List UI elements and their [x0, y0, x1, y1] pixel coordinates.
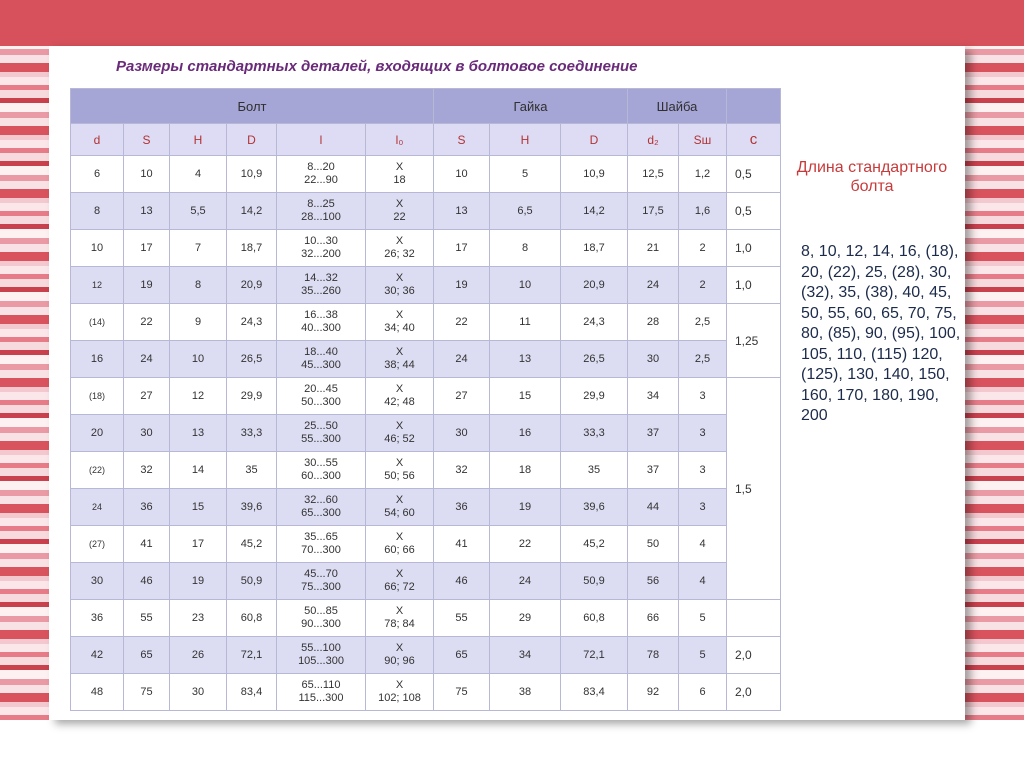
cell-c: 2,0: [727, 637, 781, 674]
cell-l-line2: 115...300: [298, 692, 344, 704]
cell-l-line2: 55...300: [301, 433, 341, 445]
cell-sw: 3: [679, 415, 727, 452]
table-row: [71, 156, 781, 193]
cell-l0-line1: X: [395, 198, 404, 210]
cell-d2: 24: [628, 267, 679, 304]
cell-d2: 34: [628, 378, 679, 415]
cell-sw: 1,2: [679, 156, 727, 193]
table-row: [71, 637, 781, 674]
cell-nut-s: 75: [434, 674, 490, 711]
cell-d-head: 24,3: [227, 304, 277, 341]
cell-h: 5,5: [170, 193, 227, 230]
cell-d: 12: [71, 267, 124, 304]
cell-nut-s: 30: [434, 415, 490, 452]
cell-nut-s: 24: [434, 341, 490, 378]
cell-d-head: 72,1: [227, 637, 277, 674]
cell-l0-line1: X: [395, 457, 404, 469]
cell-nut-d: 10,9: [561, 156, 628, 193]
group-header-empty: [727, 89, 781, 124]
cell-l: [277, 156, 366, 193]
table-row: [71, 341, 781, 378]
cell-sw: 2: [679, 230, 727, 267]
cell-h: 7: [170, 230, 227, 267]
cell-nut-s: 22: [434, 304, 490, 341]
cell-d: 48: [71, 674, 124, 711]
table-row: [71, 378, 781, 415]
cell-nut-s: 27: [434, 378, 490, 415]
cell-s: 41: [124, 526, 170, 563]
cell-l-line2: 90...300: [301, 618, 341, 630]
cell-d2: 30: [628, 341, 679, 378]
cell-l0-line2: 60; 66: [384, 544, 415, 556]
cell-s: 17: [124, 230, 170, 267]
col-header-nut-h: H: [490, 124, 561, 156]
cell-l0-line1: X: [395, 272, 404, 284]
cell-d2: 37: [628, 415, 679, 452]
cell-nut-s: 65: [434, 637, 490, 674]
cell-l-line1: 18...40: [304, 346, 338, 358]
cell-s: 32: [124, 452, 170, 489]
cell-nut-h: 5: [490, 156, 561, 193]
col-header-sw: Sш: [679, 124, 727, 156]
table-row: [71, 267, 781, 304]
col-header-h: H: [170, 124, 227, 156]
cell-l0: [366, 304, 434, 341]
table-row: [71, 304, 781, 341]
cell-d2: 44: [628, 489, 679, 526]
cell-s: 30: [124, 415, 170, 452]
cell-s: 65: [124, 637, 170, 674]
cell-d-head: 50,9: [227, 563, 277, 600]
table-row: [71, 415, 781, 452]
cell-d: 30: [71, 563, 124, 600]
table-row: [71, 193, 781, 230]
cell-s: 75: [124, 674, 170, 711]
cell-h: 15: [170, 489, 227, 526]
standard-bolt-length-title: Длина стандартного болта: [796, 159, 948, 195]
cell-l0: [366, 156, 434, 193]
cell-nut-d: 24,3: [561, 304, 628, 341]
cell-l-line1: 10...30: [304, 235, 338, 247]
cell-c: 0,5: [727, 156, 781, 193]
cell-l0: [366, 452, 434, 489]
cell-s: 55: [124, 600, 170, 637]
cell-h: 12: [170, 378, 227, 415]
cell-l0-line1: X: [395, 605, 404, 617]
cell-s: 27: [124, 378, 170, 415]
cell-l-line1: 8...20: [307, 161, 335, 173]
cell-l0-line1: X: [395, 568, 404, 580]
col-header-l0: l₀: [366, 124, 434, 156]
cell-d2: 92: [628, 674, 679, 711]
cell-d: (14): [71, 304, 124, 341]
cell-nut-d: 39,6: [561, 489, 628, 526]
cell-nut-s: 17: [434, 230, 490, 267]
cell-nut-h: 6,5: [490, 193, 561, 230]
cell-d-head: 33,3: [227, 415, 277, 452]
cell-d2: 37: [628, 452, 679, 489]
cell-d2: 28: [628, 304, 679, 341]
cell-h: 13: [170, 415, 227, 452]
cell-l0-line2: 50; 56: [384, 470, 415, 482]
cell-l-line2: 40...300: [301, 322, 341, 334]
cell-s: 19: [124, 267, 170, 304]
cell-l0-line2: 90; 96: [384, 655, 415, 667]
cell-l0-line1: X: [395, 235, 404, 247]
cell-l0: [366, 489, 434, 526]
cell-d2: 21: [628, 230, 679, 267]
cell-d: 10: [71, 230, 124, 267]
cell-nut-s: 32: [434, 452, 490, 489]
cell-l-line1: 8...25: [307, 198, 335, 210]
cell-nut-s: 41: [434, 526, 490, 563]
cell-nut-d: 50,9: [561, 563, 628, 600]
cell-l-line2: 70...300: [301, 544, 341, 556]
cell-l0-line2: 38; 44: [384, 359, 415, 371]
cell-l0-line1: X: [395, 309, 404, 321]
cell-l0-line2: 34; 40: [384, 322, 415, 334]
cell-d-head: 45,2: [227, 526, 277, 563]
cell-l0: [366, 230, 434, 267]
cell-l-line1: 65...110: [301, 679, 341, 691]
cell-h: 4: [170, 156, 227, 193]
col-header-nut-s: S: [434, 124, 490, 156]
cell-l-line1: 16...38: [304, 309, 338, 321]
cell-nut-s: 19: [434, 267, 490, 304]
cell-l: [277, 341, 366, 378]
cell-s: 22: [124, 304, 170, 341]
cell-d-head: 39,6: [227, 489, 277, 526]
cell-l: [277, 563, 366, 600]
cell-l0-line2: 22: [393, 211, 406, 223]
cell-l: [277, 637, 366, 674]
cell-l-line1: 30...55: [304, 457, 338, 469]
cell-nut-h: 13: [490, 341, 561, 378]
cell-l-line1: 32...60: [304, 494, 338, 506]
cell-h: 14: [170, 452, 227, 489]
cell-l0-line1: X: [395, 531, 404, 543]
cell-nut-h: 29: [490, 600, 561, 637]
cell-c: 1,0: [727, 230, 781, 267]
group-header-row: [71, 89, 781, 124]
cell-l0-line1: X: [395, 161, 404, 173]
cell-nut-d: 45,2: [561, 526, 628, 563]
cell-d-head: 29,9: [227, 378, 277, 415]
cell-d: 6: [71, 156, 124, 193]
col-header-d2: d₂: [628, 124, 679, 156]
cell-nut-h: 19: [490, 489, 561, 526]
cell-h: 17: [170, 526, 227, 563]
group-header-nut: Гайка: [434, 89, 628, 124]
cell-l0: [366, 193, 434, 230]
cell-d: 8: [71, 193, 124, 230]
cell-l0-line1: X: [395, 642, 404, 654]
cell-sw: 4: [679, 563, 727, 600]
cell-s: 36: [124, 489, 170, 526]
table-row: [71, 526, 781, 563]
table-row: [71, 452, 781, 489]
cell-d: 16: [71, 341, 124, 378]
cell-nut-h: 10: [490, 267, 561, 304]
cell-l: [277, 267, 366, 304]
cell-nut-d: 18,7: [561, 230, 628, 267]
cell-l: [277, 526, 366, 563]
cell-l-line2: 32...200: [301, 248, 341, 260]
cell-l-line2: 105...300: [298, 655, 344, 667]
cell-nut-s: 13: [434, 193, 490, 230]
cell-l: [277, 415, 366, 452]
cell-l-line1: 55...100: [301, 642, 341, 654]
cell-sw: 6: [679, 674, 727, 711]
bolt-dimensions-table: [70, 88, 781, 711]
cell-l0-line2: 42; 48: [384, 396, 415, 408]
cell-l0-line2: 78; 84: [384, 618, 415, 630]
cell-d2: 66: [628, 600, 679, 637]
table-row: [71, 230, 781, 267]
cell-l: [277, 230, 366, 267]
cell-nut-d: 29,9: [561, 378, 628, 415]
cell-d-head: 60,8: [227, 600, 277, 637]
cell-d-head: 18,7: [227, 230, 277, 267]
cell-d2: 56: [628, 563, 679, 600]
cell-d: 36: [71, 600, 124, 637]
cell-l0: [366, 341, 434, 378]
cell-l-line2: 45...300: [301, 359, 341, 371]
cell-l: [277, 304, 366, 341]
cell-nut-d: 14,2: [561, 193, 628, 230]
cell-sw: 2: [679, 267, 727, 304]
cell-sw: 1,6: [679, 193, 727, 230]
cell-l-line2: 22...90: [304, 174, 338, 186]
group-header-washer: Шайба: [628, 89, 727, 124]
cell-h: 8: [170, 267, 227, 304]
cell-l0-line1: X: [395, 679, 404, 691]
cell-sw: 3: [679, 452, 727, 489]
cell-nut-d: 26,5: [561, 341, 628, 378]
page-title: Размеры стандартных деталей, входящих в болтовое соединение: [116, 58, 638, 75]
cell-l-line2: 65...300: [301, 507, 341, 519]
cell-s: 13: [124, 193, 170, 230]
cell-sw: 2,5: [679, 304, 727, 341]
column-header-row: [71, 124, 781, 156]
cell-l-line1: 20...45: [304, 383, 338, 395]
cell-nut-d: 20,9: [561, 267, 628, 304]
table-row: [71, 563, 781, 600]
cell-h: 23: [170, 600, 227, 637]
cell-l0-line2: 46; 52: [384, 433, 415, 445]
cell-nut-h: 38: [490, 674, 561, 711]
cell-l0: [366, 415, 434, 452]
cell-l0-line2: 26; 32: [384, 248, 415, 260]
cell-l-line2: 28...100: [301, 211, 341, 223]
cell-d2: 12,5: [628, 156, 679, 193]
cell-d: (27): [71, 526, 124, 563]
cell-s: 10: [124, 156, 170, 193]
cell-d: (18): [71, 378, 124, 415]
cell-d-head: 83,4: [227, 674, 277, 711]
col-header-d-head: D: [227, 124, 277, 156]
cell-sw: 3: [679, 489, 727, 526]
cell-sw: 2,5: [679, 341, 727, 378]
table-row: [71, 489, 781, 526]
cell-nut-d: 33,3: [561, 415, 628, 452]
cell-nut-d: 35: [561, 452, 628, 489]
col-header-s: S: [124, 124, 170, 156]
cell-sw: 3: [679, 378, 727, 415]
cell-h: 9: [170, 304, 227, 341]
cell-h: 26: [170, 637, 227, 674]
cell-c: [727, 600, 781, 637]
background-band-bottom: [0, 720, 1024, 767]
table-row: [71, 674, 781, 711]
cell-l: [277, 674, 366, 711]
cell-d-head: 20,9: [227, 267, 277, 304]
cell-c: 1,0: [727, 267, 781, 304]
col-header-nut-d: D: [561, 124, 628, 156]
cell-l0: [366, 378, 434, 415]
cell-nut-s: 36: [434, 489, 490, 526]
cell-c: 1,5: [727, 378, 781, 600]
cell-l0: [366, 600, 434, 637]
table-row: [71, 600, 781, 637]
cell-d2: 78: [628, 637, 679, 674]
cell-h: 19: [170, 563, 227, 600]
cell-l0-line1: X: [395, 383, 404, 395]
cell-nut-h: 16: [490, 415, 561, 452]
cell-c: 0,5: [727, 193, 781, 230]
slide: [49, 46, 965, 720]
cell-l: [277, 489, 366, 526]
cell-sw: 5: [679, 600, 727, 637]
cell-l0-line1: X: [395, 346, 404, 358]
cell-nut-d: 83,4: [561, 674, 628, 711]
cell-d: 20: [71, 415, 124, 452]
cell-l: [277, 193, 366, 230]
cell-c: 2,0: [727, 674, 781, 711]
cell-l0: [366, 637, 434, 674]
background-band-top: [0, 0, 1024, 46]
cell-l0: [366, 563, 434, 600]
cell-l0: [366, 267, 434, 304]
cell-d: 42: [71, 637, 124, 674]
cell-d-head: 26,5: [227, 341, 277, 378]
cell-nut-h: 15: [490, 378, 561, 415]
cell-nut-d: 60,8: [561, 600, 628, 637]
cell-l0-line2: 102; 108: [378, 692, 421, 704]
cell-l-line2: 50...300: [301, 396, 341, 408]
cell-d-head: 35: [227, 452, 277, 489]
cell-c: 1,25: [727, 304, 781, 378]
cell-sw: 5: [679, 637, 727, 674]
cell-d-head: 10,9: [227, 156, 277, 193]
cell-l-line1: 25...50: [304, 420, 338, 432]
cell-l0-line2: 66; 72: [384, 581, 415, 593]
cell-nut-s: 55: [434, 600, 490, 637]
col-header-l: l: [277, 124, 366, 156]
cell-l0: [366, 526, 434, 563]
cell-nut-h: 34: [490, 637, 561, 674]
cell-nut-s: 46: [434, 563, 490, 600]
cell-l0-line1: X: [395, 494, 404, 506]
cell-nut-h: 11: [490, 304, 561, 341]
cell-nut-d: 72,1: [561, 637, 628, 674]
cell-l0: [366, 674, 434, 711]
cell-l0-line2: 18: [393, 174, 406, 186]
cell-l0-line2: 54; 60: [384, 507, 415, 519]
cell-d: (22): [71, 452, 124, 489]
cell-h: 10: [170, 341, 227, 378]
cell-l-line1: 35...65: [304, 531, 338, 543]
cell-d: 24: [71, 489, 124, 526]
cell-nut-h: 18: [490, 452, 561, 489]
cell-d2: 50: [628, 526, 679, 563]
standard-bolt-length-list: 8, 10, 12, 14, 16, (18), 20, (22), 25, (28), 30, (32), 35, (38), 40, 45, 50, 55, 60, 65, 70, 75, 80, (85), 90, (95), 100, 105, 110, (115) 120, (125), 130, 140, 150, 160, 170, 180, 190, 200: [801, 243, 961, 424]
cell-l-line2: 60...300: [301, 470, 341, 482]
cell-nut-s: 10: [434, 156, 490, 193]
cell-l-line1: 50...85: [304, 605, 338, 617]
cell-l-line2: 75...300: [301, 581, 341, 593]
cell-l: [277, 600, 366, 637]
col-header-d: d: [71, 124, 124, 156]
col-header-c: c: [727, 124, 781, 156]
cell-l: [277, 378, 366, 415]
cell-nut-h: 24: [490, 563, 561, 600]
cell-nut-h: 22: [490, 526, 561, 563]
cell-s: 46: [124, 563, 170, 600]
cell-l-line1: 14...32: [304, 272, 338, 284]
cell-l-line2: 35...260: [301, 285, 341, 297]
cell-nut-h: 8: [490, 230, 561, 267]
cell-d2: 17,5: [628, 193, 679, 230]
cell-d-head: 14,2: [227, 193, 277, 230]
cell-l0-line2: 30; 36: [384, 285, 415, 297]
cell-l0-line1: X: [395, 420, 404, 432]
cell-s: 24: [124, 341, 170, 378]
cell-h: 30: [170, 674, 227, 711]
cell-l: [277, 452, 366, 489]
group-header-bolt: Болт: [71, 89, 434, 124]
cell-l-line1: 45...70: [304, 568, 338, 580]
cell-sw: 4: [679, 526, 727, 563]
